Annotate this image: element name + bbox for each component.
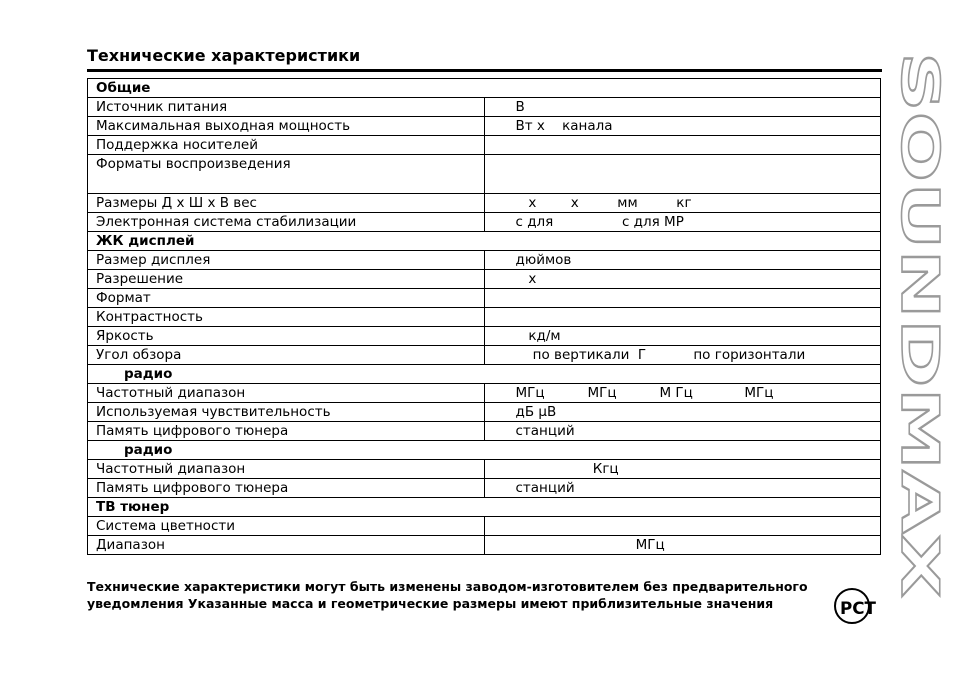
spec-label: Поддержка носителей [88, 136, 485, 155]
spec-table [87, 78, 881, 555]
spec-label: Электронная система стабилизации [88, 213, 485, 232]
section-title: ЖК дисплей [88, 232, 881, 251]
disclaimer-line-2: уведомления Указанные масса и геометрические размеры имеют приблизительные значения [87, 596, 774, 611]
spec-label: Максимальная выходная мощность [88, 117, 485, 136]
spec-value: станций [484, 479, 881, 498]
certification-mark-icon [832, 585, 884, 627]
table-row [88, 460, 881, 479]
table-row [88, 517, 881, 536]
spec-value: Вт х канала [484, 117, 881, 136]
section-header [88, 441, 881, 460]
spec-value: В [484, 98, 881, 117]
table-row [88, 479, 881, 498]
table-row [88, 251, 881, 270]
spec-value: Кгц [484, 460, 881, 479]
spec-value [484, 308, 881, 327]
table-row [88, 403, 881, 422]
spec-value [484, 136, 881, 155]
section-title: Общие [88, 79, 881, 98]
spec-value: по вертикали Г по горизонтали [484, 346, 881, 365]
table-row [88, 346, 881, 365]
spec-label: Контрастность [88, 308, 485, 327]
spec-label: Размеры Д х Ш х В вес [88, 194, 485, 213]
title-underline [87, 69, 882, 72]
spec-label: Источник питания [88, 98, 485, 117]
table-row [88, 289, 881, 308]
section-header [88, 232, 881, 251]
section-title: радио [88, 441, 881, 460]
spec-label: Память цифрового тюнера [88, 479, 485, 498]
section-header [88, 365, 881, 384]
spec-label: Частотный диапазон [88, 460, 485, 479]
spec-label: Разрешение [88, 270, 485, 289]
section-header [88, 79, 881, 98]
section-title: ТВ тюнер [88, 498, 881, 517]
spec-value: станций [484, 422, 881, 441]
spec-value: х х мм кг [484, 194, 881, 213]
spec-label: Формат [88, 289, 485, 308]
table-row [88, 155, 881, 194]
spec-value [484, 517, 881, 536]
spec-value: МГц МГц М Гц МГц [484, 384, 881, 403]
brand-logo [889, 52, 949, 598]
brand-wordmark: SOUNDMAX [889, 52, 949, 395]
spec-value: кд/м [484, 327, 881, 346]
spec-value: х [484, 270, 881, 289]
spec-label: Размер дисплея [88, 251, 485, 270]
certification-mark-text: РСТ [840, 599, 877, 619]
spec-value: МГц [484, 536, 881, 555]
table-row [88, 98, 881, 117]
spec-value: дюймов [484, 251, 881, 270]
spec-label: Система цветности [88, 517, 485, 536]
table-row [88, 117, 881, 136]
spec-label: Память цифрового тюнера [88, 422, 485, 441]
spec-value: с для с для MP [484, 213, 881, 232]
table-row [88, 213, 881, 232]
spec-value [484, 155, 881, 194]
table-row [88, 136, 881, 155]
spec-value: дБ µВ [484, 403, 881, 422]
spec-value [484, 289, 881, 308]
table-row [88, 270, 881, 289]
table-row [88, 384, 881, 403]
table-row [88, 536, 881, 555]
section-title: радио [88, 365, 881, 384]
table-row [88, 327, 881, 346]
spec-table-body [88, 79, 881, 555]
section-header [88, 498, 881, 517]
disclaimer-note [87, 578, 837, 612]
spec-label: Угол обзора [88, 346, 485, 365]
table-row [88, 308, 881, 327]
spec-label: Диапазон [88, 536, 485, 555]
table-row [88, 194, 881, 213]
spec-label: Яркость [88, 327, 485, 346]
spec-label: Частотный диапазон [88, 384, 485, 403]
spec-label: Используемая чувствительность [88, 403, 485, 422]
disclaimer-line-1: Технические характеристики могут быть изменены заводом-изготовителем без предварительного [87, 579, 808, 594]
page-title: Технические характеристики [87, 46, 361, 65]
spec-label: Форматы воспроизведения [88, 155, 485, 194]
table-row [88, 422, 881, 441]
